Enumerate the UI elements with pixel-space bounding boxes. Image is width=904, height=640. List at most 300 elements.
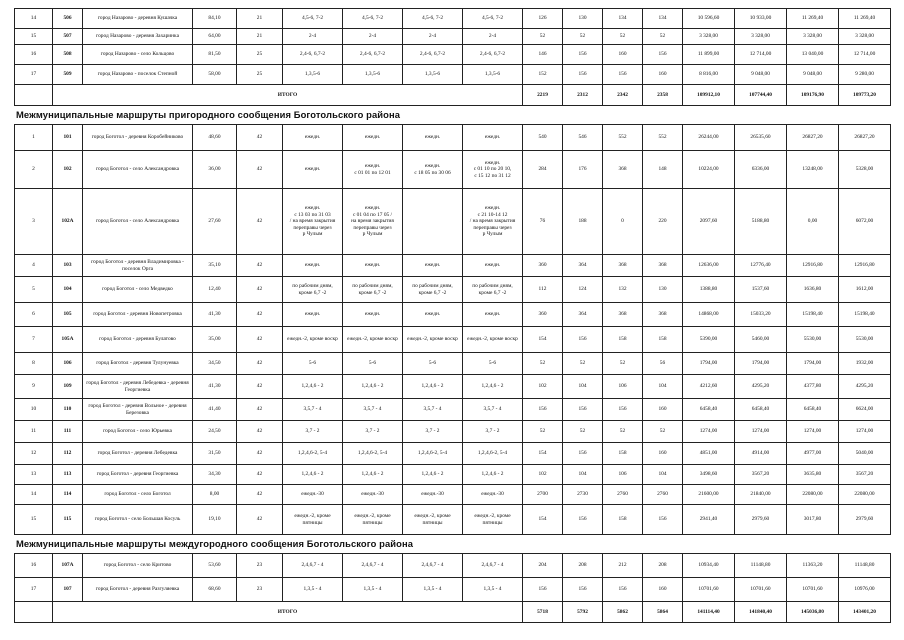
total-value-cell: 5864 xyxy=(643,602,683,623)
trips-2022-cell: 2760 xyxy=(643,485,683,505)
route-length-cell: 58,00 xyxy=(193,65,237,85)
trips-2021-cell: 52 xyxy=(603,421,643,443)
schedule-2020-cell: 1,2,4,6 - 2 xyxy=(343,465,403,485)
distance-2021-cell: 5530,00 xyxy=(787,327,839,353)
distance-2022-cell: 5530,00 xyxy=(839,327,891,353)
distance-2021-cell: 9 048,00 xyxy=(787,65,839,85)
table-row xyxy=(15,327,891,353)
row-number-cell: 4 xyxy=(15,255,53,277)
total-value-cell: 141840,40 xyxy=(735,602,787,623)
distance-2019-cell: 14868,00 xyxy=(683,303,735,327)
schedule-2019-cell: 3,5,7 - 4 xyxy=(283,399,343,421)
trips-2021-cell: 52 xyxy=(603,29,643,45)
distance-2022-cell: 15198,40 xyxy=(839,303,891,327)
trips-2020-cell: 188 xyxy=(563,189,603,255)
distance-2021-cell: 26827,20 xyxy=(787,125,839,151)
trips-2021-cell: 212 xyxy=(603,554,643,578)
route-length-cell: 64,00 xyxy=(193,29,237,45)
route-length-cell: 12,40 xyxy=(193,277,237,303)
route-number-cell: 102А xyxy=(53,189,83,255)
schedule-2021-cell xyxy=(403,189,463,255)
route-length-cell: 41,30 xyxy=(193,303,237,327)
schedule-2019-cell: 1,3,5 - 4 xyxy=(283,578,343,602)
schedule-2022-cell: 1,2,4,6 - 2 xyxy=(463,375,523,399)
trips-2022-cell: 368 xyxy=(643,255,683,277)
row-number-cell: 16 xyxy=(15,45,53,65)
schedule-2021-cell: 1,2,4,6 - 2 xyxy=(403,465,463,485)
vehicle-class-cell: 42 xyxy=(237,189,283,255)
table-row xyxy=(15,189,891,255)
table-row xyxy=(15,277,891,303)
table-row xyxy=(15,578,891,602)
total-value-cell: 109773,20 xyxy=(839,85,891,106)
schedule-2022-cell: 1,2,4,6-2, 5-4 xyxy=(463,443,523,465)
trips-2019-cell: 154 xyxy=(523,443,563,465)
vehicle-class-cell: 21 xyxy=(237,9,283,29)
route-name-cell: город Боготол - село Медведко xyxy=(83,277,193,303)
trips-2020-cell: 546 xyxy=(563,125,603,151)
route-length-cell: 34,30 xyxy=(193,465,237,485)
distance-2022-cell: 10976,00 xyxy=(839,578,891,602)
row-number-cell: 14 xyxy=(15,9,53,29)
table-row xyxy=(15,554,891,578)
vehicle-class-cell: 42 xyxy=(237,303,283,327)
route-number-cell: 113 xyxy=(53,465,83,485)
trips-2020-cell: 52 xyxy=(563,29,603,45)
trips-2022-cell: 160 xyxy=(643,578,683,602)
trips-2021-cell: 156 xyxy=(603,578,643,602)
total-value-cell: 5862 xyxy=(603,602,643,623)
schedule-2022-cell: ежедн. xyxy=(463,255,523,277)
distance-2021-cell: 22080,00 xyxy=(787,485,839,505)
trips-2021-cell: 134 xyxy=(603,9,643,29)
table-row xyxy=(15,303,891,327)
table-row xyxy=(15,9,891,29)
distance-2020-cell: 11148,80 xyxy=(735,554,787,578)
schedule-2021-cell: ежедн.-30 xyxy=(403,485,463,505)
route-name-cell: город Боготол - деревня Георгиевка xyxy=(83,465,193,485)
schedule-2019-cell: ежедн. xyxy=(283,255,343,277)
trips-2020-cell: 156 xyxy=(563,327,603,353)
route-length-cell: 35,10 xyxy=(193,255,237,277)
route-length-cell: 35,00 xyxy=(193,327,237,353)
distance-2020-cell: 4914,00 xyxy=(735,443,787,465)
row-number-cell: 9 xyxy=(15,375,53,399)
trips-2021-cell: 156 xyxy=(603,65,643,85)
route-number-cell: 102 xyxy=(53,151,83,189)
schedule-2019-cell: ежедн. xyxy=(283,125,343,151)
trips-2021-cell: 158 xyxy=(603,505,643,535)
distance-2019-cell: 26244,00 xyxy=(683,125,735,151)
total-value-cell: 145036,80 xyxy=(787,602,839,623)
route-name-cell: город Боготол - деревня Разгуляевка xyxy=(83,578,193,602)
trips-2019-cell: 52 xyxy=(523,421,563,443)
route-name-cell: город Боготол - деревня Лебедевка - деревня Георгиевка xyxy=(83,375,193,399)
trips-2020-cell: 364 xyxy=(563,255,603,277)
distance-2021-cell: 12916,80 xyxy=(787,255,839,277)
route-number-cell: 107 xyxy=(53,578,83,602)
schedule-2021-cell: ежедн.-2, кроме воскр xyxy=(403,327,463,353)
schedule-2022-cell: 1,3,5-6 xyxy=(463,65,523,85)
distance-2021-cell: 1794,00 xyxy=(787,353,839,375)
row-number-cell: 2 xyxy=(15,151,53,189)
schedule-2022-cell: 4,5-6, 7-2 xyxy=(463,9,523,29)
trips-2022-cell: 52 xyxy=(643,421,683,443)
distance-2022-cell: 12 714,00 xyxy=(839,45,891,65)
table-row xyxy=(15,151,891,189)
route-number-cell: 508 xyxy=(53,45,83,65)
trips-2019-cell: 154 xyxy=(523,505,563,535)
distance-2022-cell: 11148,80 xyxy=(839,554,891,578)
schedule-2019-cell: 2-4 xyxy=(283,29,343,45)
distance-2020-cell: 1794,00 xyxy=(735,353,787,375)
distance-2022-cell: 6624,00 xyxy=(839,399,891,421)
distance-2019-cell: 3 328,00 xyxy=(683,29,735,45)
schedule-2020-cell: 2-4 xyxy=(343,29,403,45)
schedule-2022-cell: 5-6 xyxy=(463,353,523,375)
routes-table-nazarovo xyxy=(14,8,891,106)
route-name-cell: город Боготол - село Боготол xyxy=(83,485,193,505)
trips-2020-cell: 104 xyxy=(563,375,603,399)
table-row xyxy=(15,399,891,421)
trips-2021-cell: 368 xyxy=(603,151,643,189)
schedule-2022-cell: ежедн. xyxy=(463,125,523,151)
table-row xyxy=(15,125,891,151)
row-number-cell: 5 xyxy=(15,277,53,303)
row-number-cell: 12 xyxy=(15,443,53,465)
distance-2021-cell: 3 328,00 xyxy=(787,29,839,45)
schedule-2020-cell: ежедн. с 01 01 по 12 01 xyxy=(343,151,403,189)
distance-2020-cell: 21840,00 xyxy=(735,485,787,505)
distance-2021-cell: 3635,80 xyxy=(787,465,839,485)
schedule-2022-cell: 2-4 xyxy=(463,29,523,45)
route-name-cell: город Боготол - село Александровка xyxy=(83,151,193,189)
schedule-2019-cell: 2,4-6, 6,7-2 xyxy=(283,45,343,65)
route-name-cell: город Боготол - деревня Коробейниково xyxy=(83,125,193,151)
schedule-2022-cell: 1,2,4,6 - 2 xyxy=(463,465,523,485)
row-number-cell: 17 xyxy=(15,65,53,85)
schedule-2019-cell: ежедн. xyxy=(283,303,343,327)
vehicle-class-cell: 25 xyxy=(237,65,283,85)
trips-2021-cell: 0 xyxy=(603,189,643,255)
trips-2021-cell: 160 xyxy=(603,45,643,65)
document-page xyxy=(14,8,890,623)
schedule-2020-cell: 3,7 - 2 xyxy=(343,421,403,443)
vehicle-class-cell: 42 xyxy=(237,151,283,189)
trips-2019-cell: 156 xyxy=(523,578,563,602)
trips-2019-cell: 2700 xyxy=(523,485,563,505)
schedule-2020-cell: по рабочим дням, кроме 6,7 -2 xyxy=(343,277,403,303)
trips-2022-cell: 56 xyxy=(643,353,683,375)
trips-2022-cell: 134 xyxy=(643,9,683,29)
trips-2020-cell: 156 xyxy=(563,65,603,85)
route-name-cell: город Боготол - село Большая Косуль xyxy=(83,505,193,535)
route-length-cell: 19,10 xyxy=(193,505,237,535)
trips-2022-cell: 368 xyxy=(643,303,683,327)
distance-2022-cell: 5328,00 xyxy=(839,151,891,189)
trips-2022-cell: 158 xyxy=(643,327,683,353)
total-value-cell: 2219 xyxy=(523,85,563,106)
trips-2019-cell: 360 xyxy=(523,255,563,277)
schedule-2021-cell: по рабочим дням, кроме 6,7 -2 xyxy=(403,277,463,303)
trips-2021-cell: 106 xyxy=(603,465,643,485)
schedule-2019-cell: ежедн.-30 xyxy=(283,485,343,505)
total-label: ИТОГО xyxy=(53,85,523,106)
distance-2019-cell: 5390,00 xyxy=(683,327,735,353)
distance-2020-cell: 5460,00 xyxy=(735,327,787,353)
trips-2019-cell: 284 xyxy=(523,151,563,189)
schedule-2022-cell: ежедн. с 01 10 по 20 10, с 15 12 по 31 12 xyxy=(463,151,523,189)
schedule-2020-cell: 4,5-6, 7-2 xyxy=(343,9,403,29)
vehicle-class-cell: 42 xyxy=(237,465,283,485)
schedule-2019-cell: по рабочим дням, кроме 6,7 -2 xyxy=(283,277,343,303)
route-number-cell: 506 xyxy=(53,9,83,29)
route-name-cell: город Боготол - село Александровка xyxy=(83,189,193,255)
schedule-2021-cell: ежедн. xyxy=(403,303,463,327)
vehicle-class-cell: 42 xyxy=(237,375,283,399)
total-value-cell: 109912,10 xyxy=(683,85,735,106)
distance-2020-cell: 1537,60 xyxy=(735,277,787,303)
trips-2020-cell: 156 xyxy=(563,443,603,465)
schedule-2022-cell: ежедн.-2, кроме воскр xyxy=(463,327,523,353)
distance-2019-cell: 6458,40 xyxy=(683,399,735,421)
trips-2020-cell: 52 xyxy=(563,353,603,375)
trips-2020-cell: 156 xyxy=(563,578,603,602)
row-number-cell: 11 xyxy=(15,421,53,443)
schedule-2021-cell: ежедн.-2, кроме пятницы xyxy=(403,505,463,535)
trips-2020-cell: 52 xyxy=(563,421,603,443)
distance-2019-cell: 2941,40 xyxy=(683,505,735,535)
row-number-cell: 10 xyxy=(15,399,53,421)
distance-2021-cell: 13248,00 xyxy=(787,151,839,189)
total-value-cell: 141114,40 xyxy=(683,602,735,623)
distance-2022-cell: 2979,60 xyxy=(839,505,891,535)
schedule-2021-cell: 3,7 - 2 xyxy=(403,421,463,443)
vehicle-class-cell: 42 xyxy=(237,485,283,505)
table-row xyxy=(15,375,891,399)
trips-2020-cell: 156 xyxy=(563,505,603,535)
schedule-2020-cell: ежедн. xyxy=(343,125,403,151)
trips-2019-cell: 102 xyxy=(523,375,563,399)
vehicle-class-cell: 42 xyxy=(237,505,283,535)
trips-2022-cell: 160 xyxy=(643,399,683,421)
trips-2019-cell: 76 xyxy=(523,189,563,255)
distance-2022-cell: 5040,00 xyxy=(839,443,891,465)
distance-2022-cell: 4295,20 xyxy=(839,375,891,399)
schedule-2021-cell: 1,2,4,6-2, 5-4 xyxy=(403,443,463,465)
trips-2019-cell: 156 xyxy=(523,399,563,421)
route-length-cell: 53,60 xyxy=(193,554,237,578)
route-length-cell: 36,00 xyxy=(193,151,237,189)
route-name-cell: город Боготол - деревня Владимировка - поселок Орга xyxy=(83,255,193,277)
schedule-2019-cell: ежедн.-2, кроме воскр xyxy=(283,327,343,353)
distance-2021-cell: 1636,80 xyxy=(787,277,839,303)
table-row xyxy=(15,465,891,485)
trips-2020-cell: 156 xyxy=(563,45,603,65)
total-value-cell: 109176,90 xyxy=(787,85,839,106)
trips-2022-cell: 552 xyxy=(643,125,683,151)
distance-2022-cell: 22080,00 xyxy=(839,485,891,505)
schedule-2020-cell: 3,5,7 - 4 xyxy=(343,399,403,421)
route-number-cell: 115 xyxy=(53,505,83,535)
total-value-cell: 143401,20 xyxy=(839,602,891,623)
trips-2019-cell: 540 xyxy=(523,125,563,151)
table-row xyxy=(15,29,891,45)
route-length-cell: 31,50 xyxy=(193,443,237,465)
schedule-2019-cell: 1,3,5-6 xyxy=(283,65,343,85)
distance-2020-cell: 10701,60 xyxy=(735,578,787,602)
trips-2021-cell: 156 xyxy=(603,399,643,421)
distance-2022-cell: 1612,00 xyxy=(839,277,891,303)
route-name-cell: город Боготол - село Критово xyxy=(83,554,193,578)
schedule-2021-cell: 1,3,5-6 xyxy=(403,65,463,85)
trips-2022-cell: 130 xyxy=(643,277,683,303)
trips-2020-cell: 124 xyxy=(563,277,603,303)
distance-2019-cell: 12636,00 xyxy=(683,255,735,277)
row-number-cell: 3 xyxy=(15,189,53,255)
distance-2021-cell: 6458,40 xyxy=(787,399,839,421)
schedule-2020-cell: 2,4,6,7 - 4 xyxy=(343,554,403,578)
row-number-cell: 1 xyxy=(15,125,53,151)
route-length-cell: 48,60 xyxy=(193,125,237,151)
section-title-intercity: Межмуниципальные маршруты междугородного сообщения Боготольского района xyxy=(16,538,414,549)
route-name-cell: город Боготол - деревня Вольное - деревня Березовка xyxy=(83,399,193,421)
distance-2020-cell: 9 048,00 xyxy=(735,65,787,85)
schedule-2021-cell: 2-4 xyxy=(403,29,463,45)
table-row xyxy=(15,505,891,535)
row-number-cell: 15 xyxy=(15,505,53,535)
route-length-cell: 34,50 xyxy=(193,353,237,375)
total-value-cell: 107744,40 xyxy=(735,85,787,106)
schedule-2022-cell: ежедн.-2, кроме пятницы xyxy=(463,505,523,535)
trips-2019-cell: 126 xyxy=(523,9,563,29)
route-number-cell: 110 xyxy=(53,399,83,421)
vehicle-class-cell: 42 xyxy=(237,327,283,353)
vehicle-class-cell: 42 xyxy=(237,255,283,277)
distance-2020-cell: 15033,20 xyxy=(735,303,787,327)
trips-2021-cell: 106 xyxy=(603,375,643,399)
total-value-cell: 2342 xyxy=(603,85,643,106)
distance-2022-cell: 26827,20 xyxy=(839,125,891,151)
schedule-2022-cell: 2,4-6, 6,7-2 xyxy=(463,45,523,65)
distance-2019-cell: 10 596,60 xyxy=(683,9,735,29)
schedule-2022-cell: ежедн. xyxy=(463,303,523,327)
table-row xyxy=(15,353,891,375)
schedule-2022-cell: 1,3,5 - 4 xyxy=(463,578,523,602)
route-number-cell: 114 xyxy=(53,485,83,505)
distance-2022-cell: 1274,00 xyxy=(839,421,891,443)
trips-2022-cell: 104 xyxy=(643,375,683,399)
route-number-cell: 106 xyxy=(53,353,83,375)
route-number-cell: 112 xyxy=(53,443,83,465)
schedule-2022-cell: ежедн. с 21 10-14 12 / на время закрытия переправы через р Чулым xyxy=(463,189,523,255)
vehicle-class-cell: 23 xyxy=(237,578,283,602)
routes-table-suburban xyxy=(14,124,891,535)
schedule-2021-cell: ежедн. с 18 05 по 30 06 xyxy=(403,151,463,189)
schedule-2022-cell: по рабочим дням, кроме 6,7 -2 xyxy=(463,277,523,303)
row-number-cell: 8 xyxy=(15,353,53,375)
total-row xyxy=(15,85,891,106)
trips-2022-cell: 148 xyxy=(643,151,683,189)
distance-2020-cell: 3 328,00 xyxy=(735,29,787,45)
distance-2020-cell: 6336,00 xyxy=(735,151,787,189)
trips-2022-cell: 156 xyxy=(643,45,683,65)
trips-2020-cell: 208 xyxy=(563,554,603,578)
route-length-cell: 81,50 xyxy=(193,45,237,65)
route-name-cell: город Боготол - деревня Лебедевка xyxy=(83,443,193,465)
trips-2022-cell: 220 xyxy=(643,189,683,255)
distance-2019-cell: 1388,80 xyxy=(683,277,735,303)
distance-2022-cell: 12916,80 xyxy=(839,255,891,277)
distance-2022-cell: 11 269,40 xyxy=(839,9,891,29)
route-number-cell: 105 xyxy=(53,303,83,327)
vehicle-class-cell: 42 xyxy=(237,421,283,443)
trips-2019-cell: 152 xyxy=(523,65,563,85)
trips-2021-cell: 158 xyxy=(603,327,643,353)
trips-2019-cell: 146 xyxy=(523,45,563,65)
route-number-cell: 111 xyxy=(53,421,83,443)
distance-2020-cell: 2979,60 xyxy=(735,505,787,535)
table-row xyxy=(15,255,891,277)
total-label: ИТОГО xyxy=(53,602,523,623)
distance-2019-cell: 4851,00 xyxy=(683,443,735,465)
distance-2020-cell: 5188,80 xyxy=(735,189,787,255)
table-row xyxy=(15,45,891,65)
schedule-2020-cell: 2,4-6, 6,7-2 xyxy=(343,45,403,65)
distance-2020-cell: 6458,40 xyxy=(735,399,787,421)
row-number-cell: 6 xyxy=(15,303,53,327)
schedule-2021-cell: 2,4,6,7 - 4 xyxy=(403,554,463,578)
trips-2019-cell: 52 xyxy=(523,353,563,375)
schedule-2022-cell: 2,4,6,7 - 4 xyxy=(463,554,523,578)
route-name-cell: город Назарово - деревня Захаринка xyxy=(83,29,193,45)
distance-2022-cell: 3 328,00 xyxy=(839,29,891,45)
schedule-2021-cell: 2,4-6, 6,7-2 xyxy=(403,45,463,65)
row-number-cell: 16 xyxy=(15,554,53,578)
schedule-2020-cell: ежедн. xyxy=(343,255,403,277)
distance-2020-cell: 26535,60 xyxy=(735,125,787,151)
schedule-2019-cell: 1,2,4,6 - 2 xyxy=(283,375,343,399)
total-row xyxy=(15,602,891,623)
vehicle-class-cell: 21 xyxy=(237,29,283,45)
distance-2020-cell: 10 933,00 xyxy=(735,9,787,29)
schedule-2019-cell: 2,4,6,7 - 4 xyxy=(283,554,343,578)
distance-2019-cell: 3498,60 xyxy=(683,465,735,485)
distance-2020-cell: 12 714,00 xyxy=(735,45,787,65)
route-length-cell: 24,50 xyxy=(193,421,237,443)
route-name-cell: город Боготол - деревня Булатово xyxy=(83,327,193,353)
distance-2020-cell: 4295,20 xyxy=(735,375,787,399)
distance-2019-cell: 10934,40 xyxy=(683,554,735,578)
schedule-2019-cell: 3,7 - 2 xyxy=(283,421,343,443)
vehicle-class-cell: 42 xyxy=(237,125,283,151)
trips-2019-cell: 52 xyxy=(523,29,563,45)
schedule-2021-cell: ежедн. xyxy=(403,125,463,151)
row-number-cell: 13 xyxy=(15,465,53,485)
route-number-cell: 105А xyxy=(53,327,83,353)
distance-2021-cell: 15198,40 xyxy=(787,303,839,327)
distance-2021-cell: 13 040,00 xyxy=(787,45,839,65)
route-name-cell: город Назарово - поселок Степной xyxy=(83,65,193,85)
route-length-cell: 41,40 xyxy=(193,399,237,421)
distance-2021-cell: 3017,80 xyxy=(787,505,839,535)
schedule-2019-cell: 1,2,4,6-2, 5-4 xyxy=(283,443,343,465)
total-empty-cell xyxy=(15,85,53,106)
vehicle-class-cell: 42 xyxy=(237,399,283,421)
schedule-2021-cell: 4,5-6, 7-2 xyxy=(403,9,463,29)
schedule-2021-cell: 1,2,4,6 - 2 xyxy=(403,375,463,399)
distance-2019-cell: 4212,60 xyxy=(683,375,735,399)
